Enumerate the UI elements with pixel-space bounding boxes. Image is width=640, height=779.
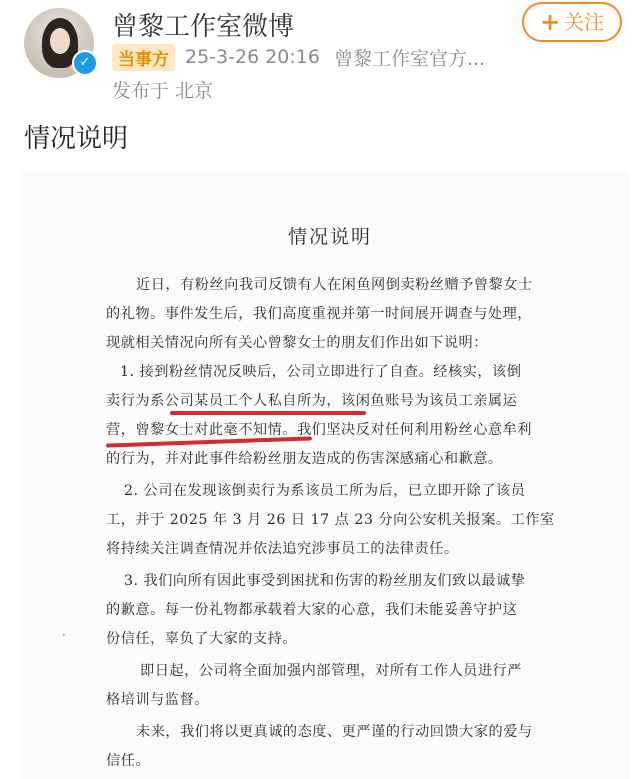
plus-icon: + — [539, 8, 561, 36]
document-title: 情况说明 — [288, 226, 373, 248]
status-badge: 当事方 — [112, 44, 175, 71]
verified-badge-icon: ✓ — [72, 50, 98, 76]
post-timestamp: 25-3-26 20:16 — [185, 46, 320, 68]
document-line: 的行为，并对此事件给粉丝朋友造成的伤害深感痛心和歉意。 — [106, 451, 503, 467]
post-text: 情况说明 — [24, 124, 129, 154]
document-line: 的歉意。每一份礼物都承载着大家的心意，我们未能妥善守护这 — [106, 602, 518, 618]
document-line: 近日，有粉丝向我司反馈有人在闲鱼网倒卖粉丝赠予曾黎女士 — [136, 277, 533, 293]
account-name[interactable]: 曾黎工作室微博 — [112, 12, 295, 42]
post-meta — [112, 44, 485, 70]
document-line: 现就相关情况向所有关心曾黎女士的朋友们作出如下说明： — [106, 335, 488, 351]
document-line: 2. 公司在发现该倒卖行为系该员工所为后，已立即开除了该员 — [124, 483, 526, 499]
document-line: 3. 我们向所有因此事受到困扰和伤害的粉丝朋友们致以最诚挚 — [124, 573, 526, 589]
document-image[interactable] — [20, 170, 630, 779]
highlight-underline — [170, 411, 366, 415]
post-header — [0, 0, 640, 110]
document-line: 的礼物。事件发生后，我们高度重视并第一时间展开调查与处理， — [106, 306, 532, 322]
document-line: 卖行为系公司某员工个人私自所为，该闲鱼账号为该员工亲属运 — [106, 393, 518, 409]
document-line: 未来，我们将以更真诚的态度、更严谨的行动回馈大家的爱与 — [136, 724, 533, 740]
document-line: 将持续关注调查情况并依法追究涉事员工的法律责任。 — [106, 541, 459, 557]
document-line: 1. 接到粉丝情况反映后，公司立即进行了自查。经核实，该倒 — [120, 364, 522, 380]
document-line: 即日起，公司将全面加强内部管理，对所有工作人员进行严 — [140, 663, 522, 679]
scan-mark: · — [62, 628, 66, 642]
follow-button[interactable] — [522, 2, 622, 42]
follow-label: 关注 — [564, 10, 605, 34]
document-line: 份信任，辜负了大家的支持。 — [106, 631, 297, 647]
document-line: 信任。 — [106, 753, 151, 769]
document-line: 工，并于 2025 年 3 月 26 日 17 点 23 分向公安机关报案。工作室 — [106, 512, 555, 528]
post-location: 发布于 北京 — [112, 80, 214, 102]
document-line: 格培训与监督。 — [106, 692, 209, 708]
document-line: 营，曾黎女士对此毫不知情。我们坚决反对任何利用粉丝心意牟利 — [106, 422, 532, 438]
post-source[interactable]: 曾黎工作室官方... — [333, 47, 486, 70]
